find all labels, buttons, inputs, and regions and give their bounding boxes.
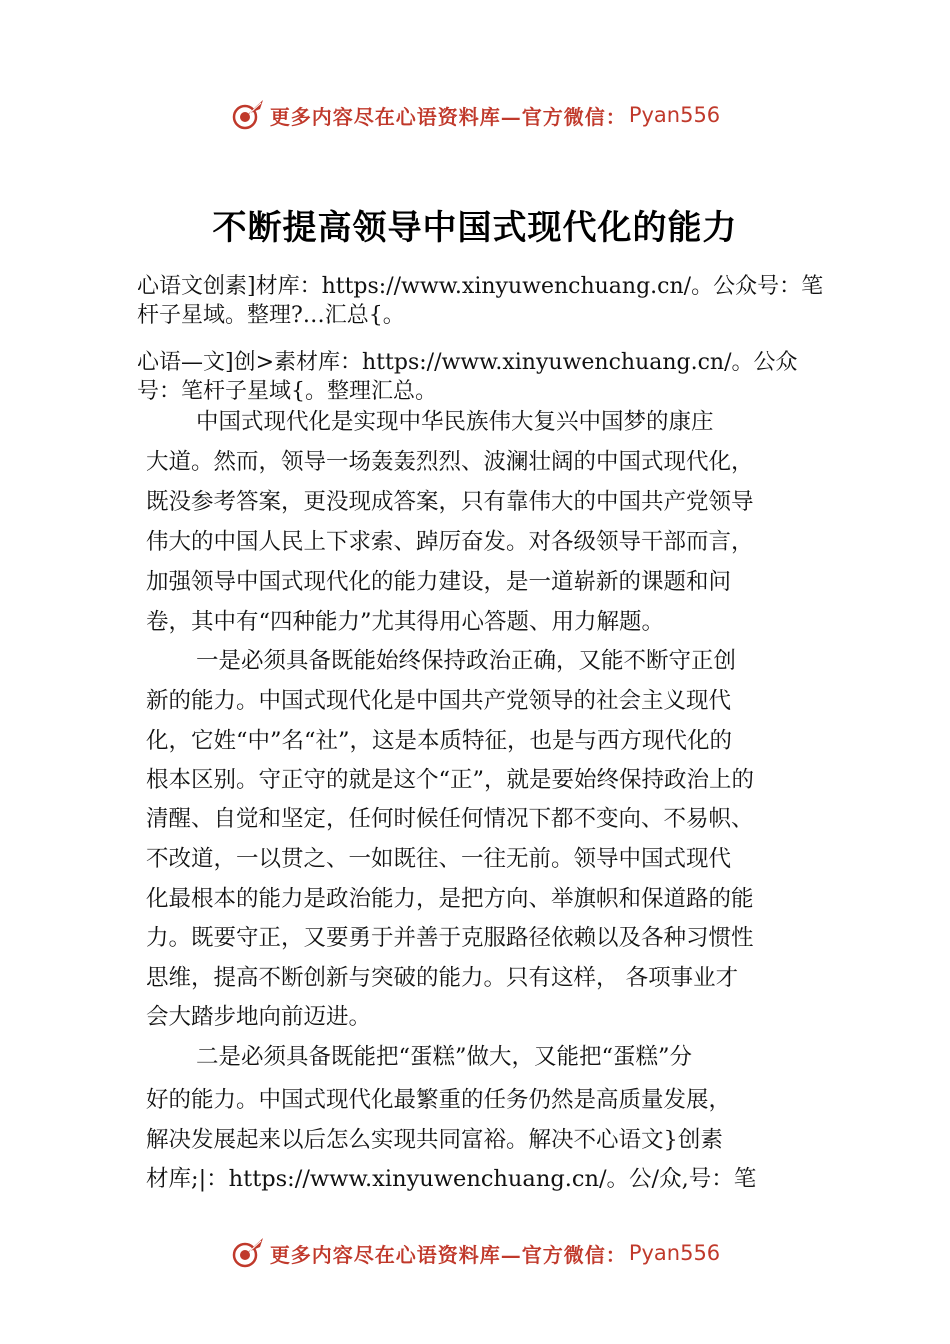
body-line: 化，它姓“中”名“社”，这是本质特征，也是与西方现代化的: [146, 728, 733, 754]
body-line: 清醒、自觉和坚定，任何时候任何情况下都不变向、不易帜、: [146, 806, 754, 832]
body-line: 好的能力。中国式现代化最繁重的任务仍然是高质量发展，: [146, 1087, 732, 1113]
quill-logo-icon: [230, 97, 266, 133]
banner-text: 更多内容尽在心语资料库—官方微信：: [269, 104, 627, 129]
body-line: 二是必须具备既能把“蛋糕”做大，又能把“蛋糕”分: [196, 1044, 693, 1070]
body-line: 不改道，一以贯之、一如既往、一往无前。领导中国式现代: [146, 846, 732, 872]
body-line: 一是必须具备既能始终保持政治正确，又能不断守正创: [196, 648, 737, 674]
wechat-id: Pyan556: [628, 103, 721, 127]
document-title: 不断提高领导中国式现代化的能力: [212, 208, 738, 248]
body-line: 材库;|：https://www.xinyuwenchuang.cn/。公/众,号：笔: [146, 1166, 757, 1192]
body-line: 化最根本的能力是政治能力，是把方向、举旗帜和保道路的能: [146, 886, 754, 912]
body-line: 加强领导中国式现代化的能力建设，是一道崭新的课题和问: [146, 569, 732, 595]
body-line: 伟大的中国人民上下求索、踔厉奋发。对各级领导干部而言，: [146, 529, 754, 555]
body-line: 卷，其中有“四种能力”尤其得用心答题、用力解题。: [146, 609, 665, 635]
source-note-1: 心语文创素]材库：https://www.xinyuwenchuang.cn/。公众号：笔杆子星域。整理?…汇总{。: [137, 274, 824, 328]
body-line: 中国式现代化是实现中华民族伟大复兴中国梦的康庄: [196, 409, 714, 435]
body-line: 会大踏步地向前迈进。: [146, 1004, 372, 1030]
source-note-2: 心语—文]创>素材库：https://www.xinyuwenchuang.cn/。公众号：笔杆子星域{。整理汇总。: [137, 350, 798, 404]
body-line: 力。既要守正，又要勇于并善于克服路径依赖以及各种习惯性: [146, 925, 754, 951]
banner-text: 更多内容尽在心语资料库—官方微信：: [269, 1242, 627, 1267]
body-line: 新的能力。中国式现代化是中国共产党领导的社会主义现代: [146, 688, 732, 714]
body-line: 既没参考答案，更没现成答案，只有靠伟大的中国共产党领导: [146, 489, 754, 515]
body-line: 解决发展起来以后怎么实现共同富裕。解决不心语文}创素: [146, 1127, 723, 1153]
body-line: 思维，提高不断创新与突破的能力。只有这样， 各项事业才: [146, 965, 739, 991]
body-line: 大道。然而，领导一场轰轰烈烈、波澜壮阔的中国式现代化，: [146, 449, 754, 475]
header-banner: [0, 95, 950, 135]
body-line: 根本区别。守正守的就是这个“正”，就是要始终保持政治上的: [146, 767, 755, 793]
quill-logo-icon: [230, 1235, 266, 1271]
footer-banner: [0, 1233, 950, 1273]
wechat-id: Pyan556: [628, 1241, 721, 1265]
